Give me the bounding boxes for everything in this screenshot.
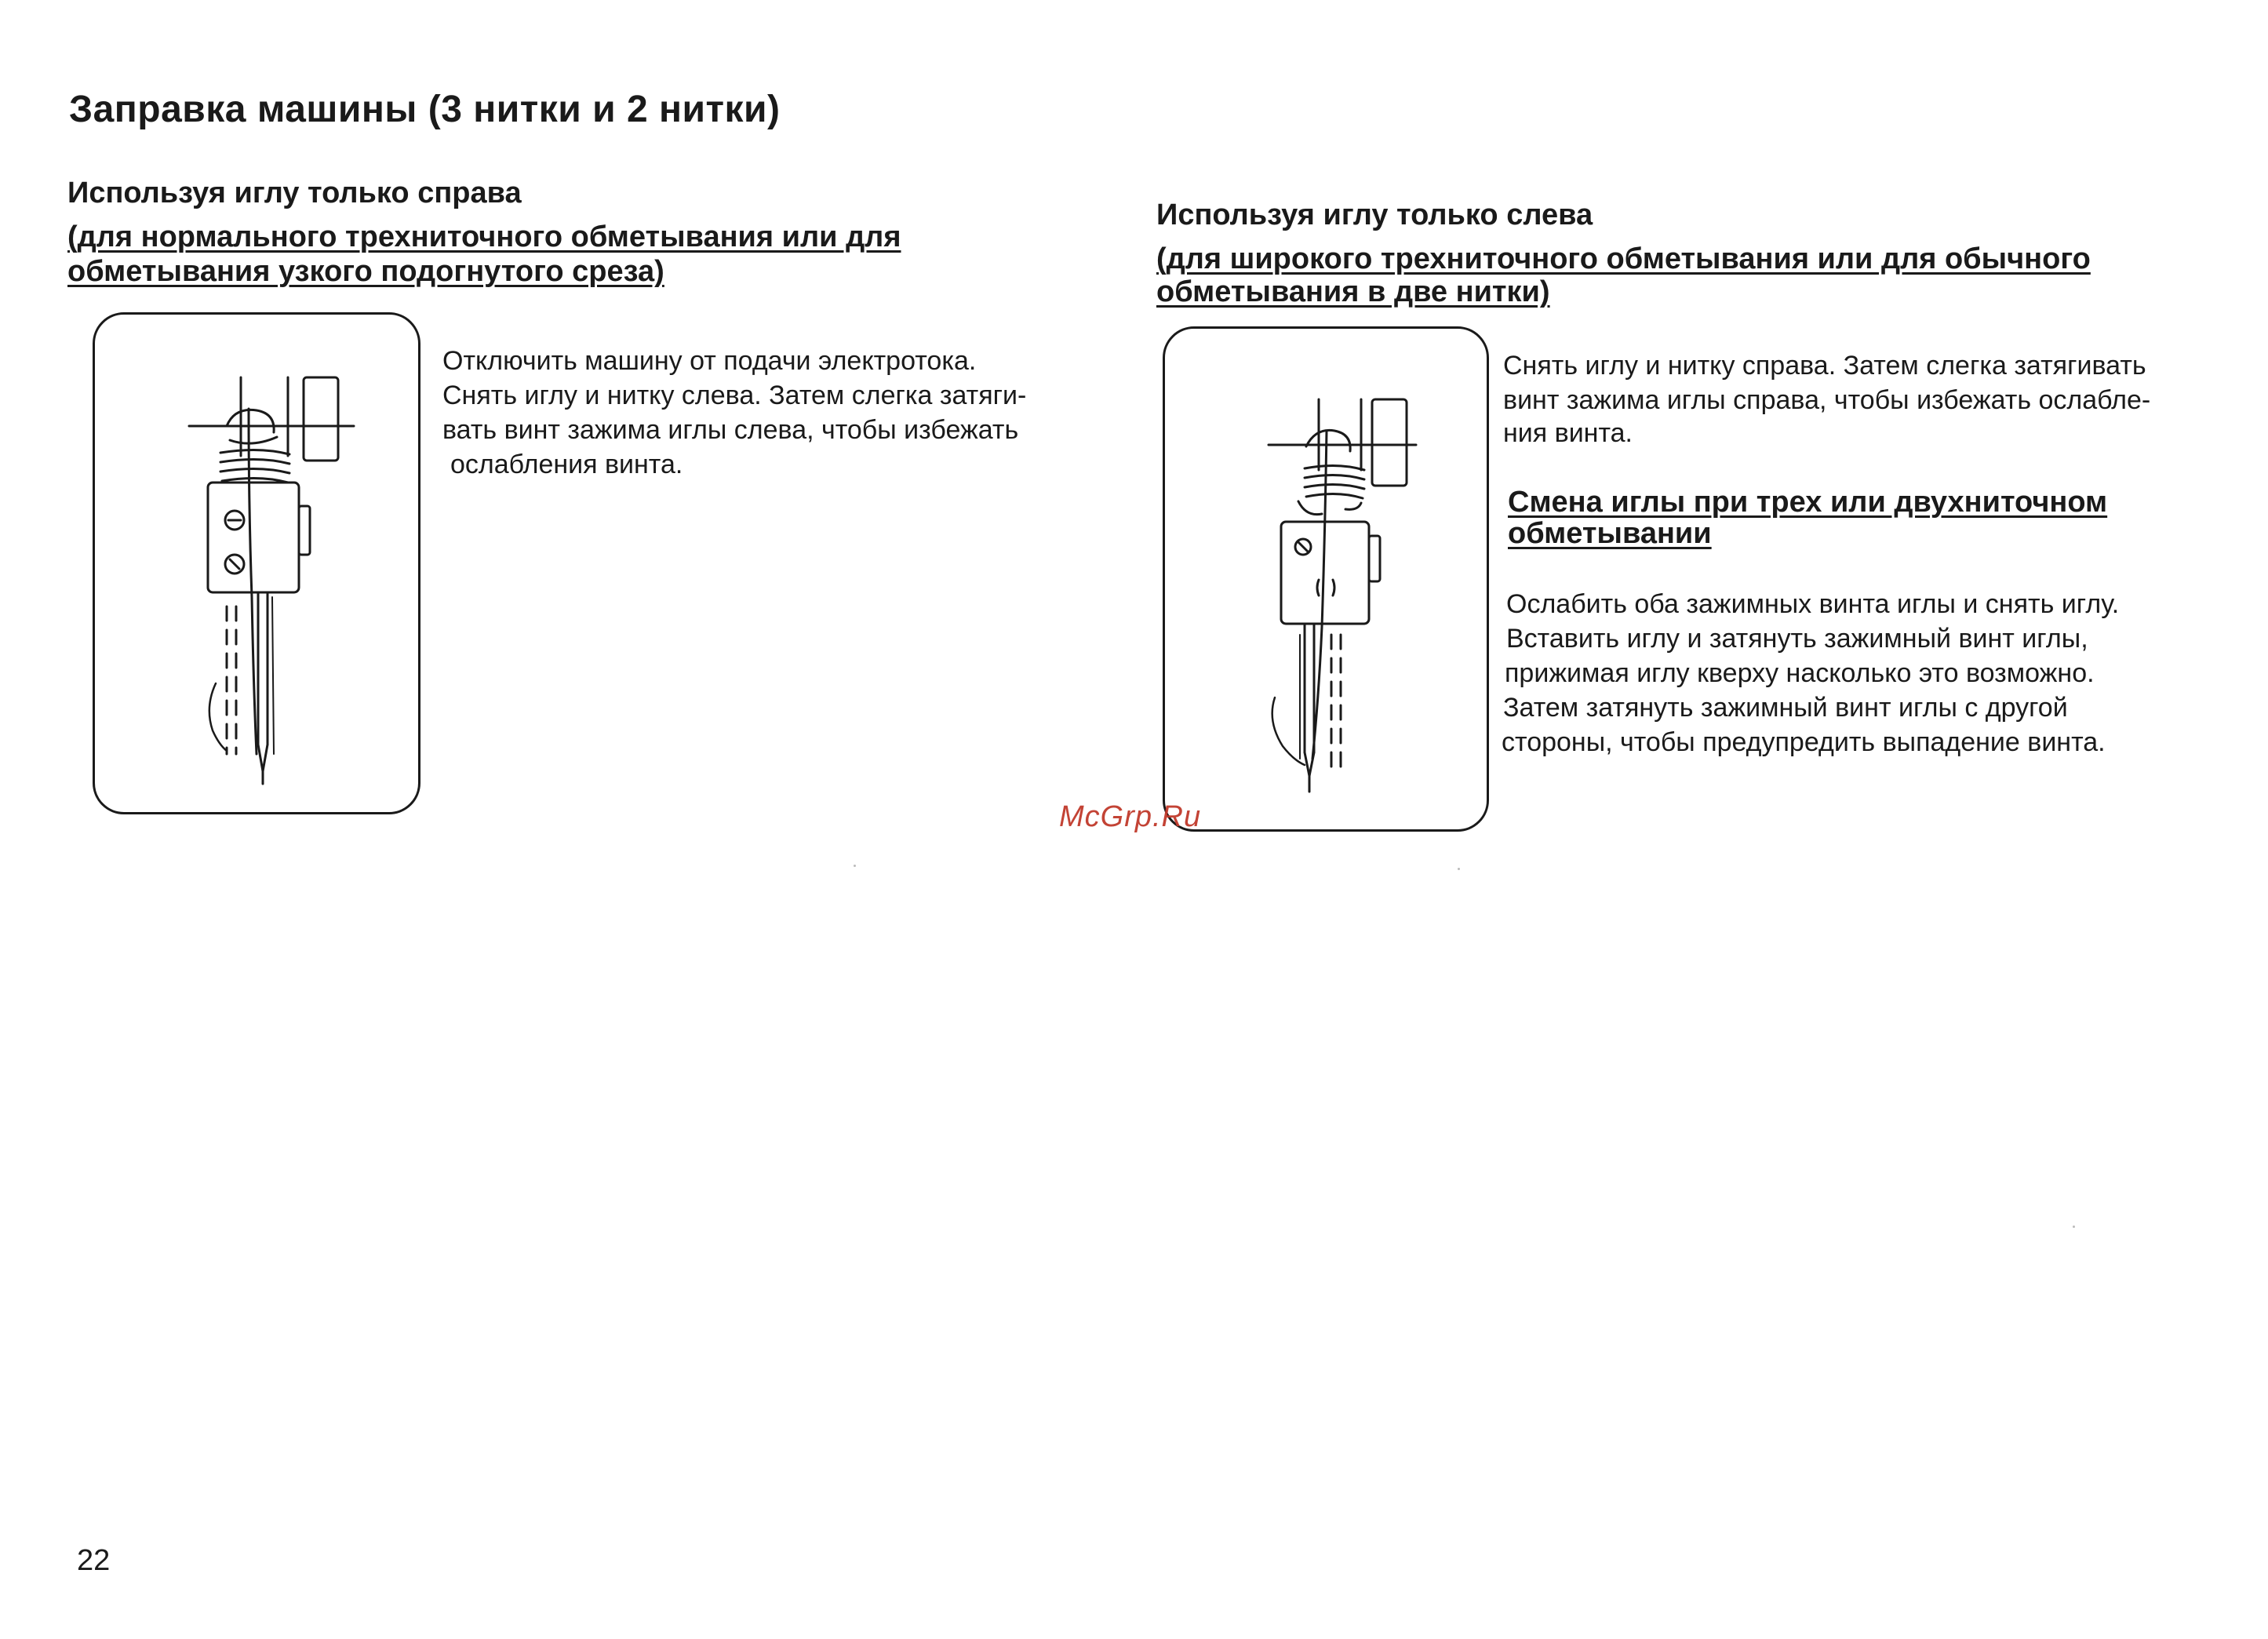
left-instruction-line-3: вать винт зажима иглы слева, чтобы избежать bbox=[442, 415, 1019, 445]
left-subheading-line1: (для нормального трехниточного обметывания или для bbox=[67, 220, 901, 253]
right-section-heading: Используя иглу только слева bbox=[1156, 199, 1593, 231]
needle-clamp-right-illustration bbox=[95, 315, 418, 812]
left-instruction-line-2: Снять иглу и нитку слева. Затем слегка затяги- bbox=[442, 381, 1027, 410]
scan-speck bbox=[854, 865, 856, 867]
scan-speck bbox=[1458, 868, 1460, 870]
needle-change-heading-2 bbox=[1508, 515, 1712, 552]
left-section-heading: Используя иглу только справа bbox=[67, 177, 522, 209]
needle-clamp-left-illustration bbox=[1165, 329, 1487, 829]
scan-speck bbox=[2073, 1226, 2075, 1228]
right-instruction-line-3: ния винта. bbox=[1503, 418, 1633, 448]
left-section-subheading-2 bbox=[67, 253, 664, 290]
right-subheading-line1: (для широкого трехниточного обметывания или для обычного bbox=[1156, 242, 2091, 275]
needle-change-heading-line1: Смена иглы при трех или двухниточном bbox=[1508, 486, 2108, 519]
needle-change-line-4: Затем затянуть зажимный винт иглы с другой bbox=[1503, 693, 2068, 723]
right-subheading-line2: обметывания в две нитки) bbox=[1156, 275, 1550, 308]
left-instruction-line-1: Отключить машину от подачи электротока. bbox=[442, 346, 977, 376]
right-section-subheading-1 bbox=[1156, 240, 2091, 278]
needle-change-heading-line2: обметывании bbox=[1508, 517, 1712, 550]
left-subheading-line2: обметывания узкого подогнутого среза) bbox=[67, 255, 664, 288]
needle-change-line-3: прижимая иглу кверху насколько это возможно. bbox=[1505, 658, 2095, 688]
left-section-subheading-1 bbox=[67, 218, 901, 256]
right-section-subheading-2 bbox=[1156, 273, 1550, 311]
watermark: McGrp.Ru bbox=[1059, 800, 1202, 833]
right-needle-illustration bbox=[1163, 326, 1489, 832]
left-instruction-line-4: ослабления винта. bbox=[450, 450, 683, 479]
needle-change-line-1: Ослабить оба зажимных винта иглы и снять иглу. bbox=[1506, 589, 2120, 619]
page-title: Заправка машины (3 нитки и 2 нитки) bbox=[69, 89, 781, 130]
page-number: 22 bbox=[77, 1544, 111, 1577]
left-needle-illustration bbox=[93, 312, 420, 814]
needle-change-line-2: Вставить иглу и затянуть зажимный винт иглы, bbox=[1506, 624, 2088, 654]
right-instruction-line-1: Снять иглу и нитку справа. Затем слегка затягивать bbox=[1503, 351, 2146, 381]
needle-change-line-5: стороны, чтобы предупредить выпадение винта. bbox=[1502, 727, 2106, 757]
right-instruction-line-2: винт зажима иглы справа, чтобы избежать ослабле- bbox=[1503, 385, 2151, 415]
